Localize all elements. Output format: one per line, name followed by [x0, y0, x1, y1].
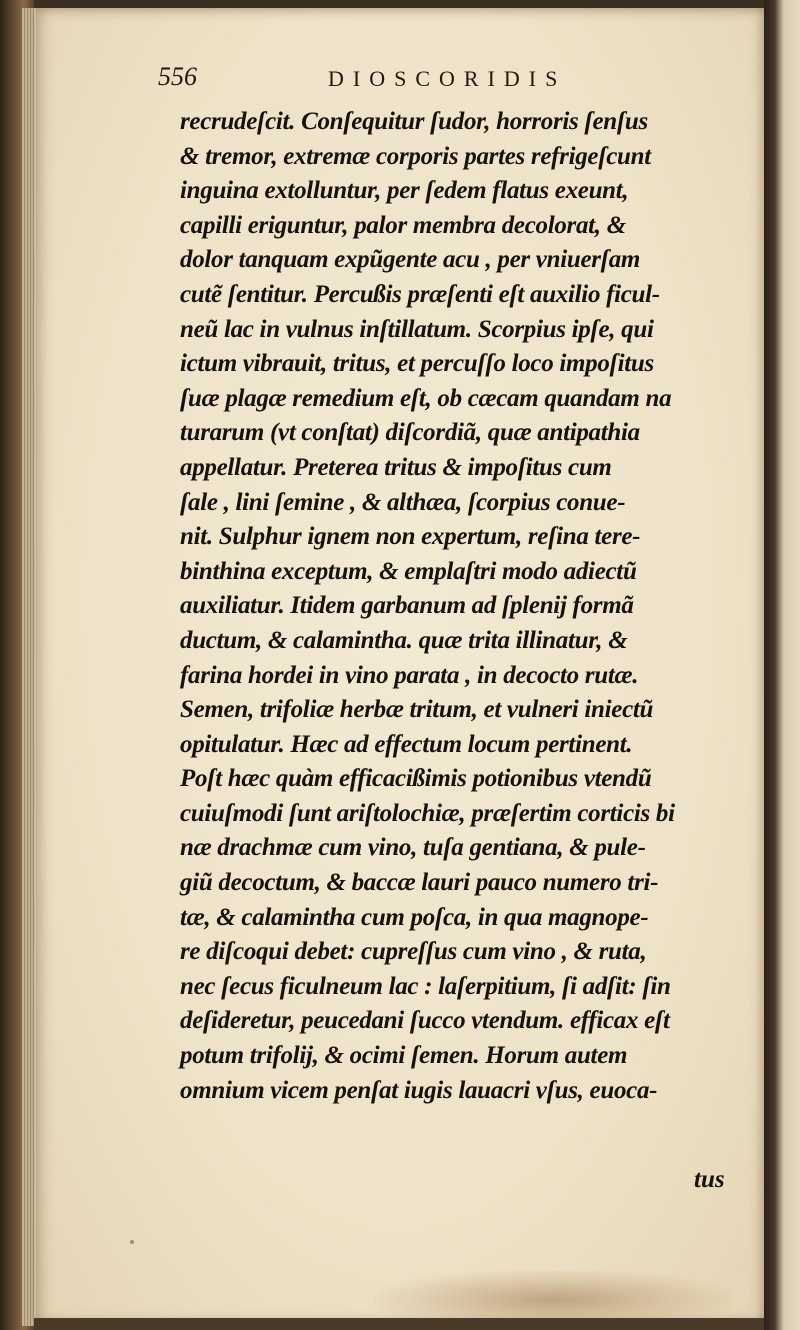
running-title: DIOSCORIDIS	[328, 66, 567, 91]
text-line: tæ, & calamintha cum poſca, in qua magnope-	[180, 903, 649, 931]
pencil-mark	[130, 1240, 134, 1244]
text-line: giũ decoctum, & baccæ lauri pauco numero tri-	[180, 869, 659, 897]
text-line: turarum (vt conſtat) diſcordiã, quæ antipathia	[180, 419, 640, 447]
text-line: cuiuſmodi ſunt ariſtolochiæ, præſertim corticis bi	[180, 799, 675, 827]
text-line: ſuæ plagæ remedium eſt, ob cæcam quandam na	[180, 384, 672, 412]
text-line: dolor tanquam expũgente acu , per vniuerſam	[180, 246, 641, 274]
text-line: appellatur. Preterea tritus & impoſitus cum	[180, 453, 612, 481]
text-line: opitulatur. Hæc ad effectum locum pertinent.	[180, 730, 633, 758]
text-line: & tremor, extremæ corporis partes refrigeſcunt	[180, 142, 651, 170]
text-line: omnium vicem penſat iugis lauacri vſus, euoca-	[180, 1076, 658, 1104]
text-line: auxiliatur. Itidem garbanum ad ſplenij formã	[180, 592, 634, 620]
text-line: capilli eriguntur, palor membra decolorat, &	[180, 211, 626, 239]
text-block	[180, 105, 740, 1108]
text-line: Semen, trifoliæ herbæ tritum, et vulneri iniectũ	[180, 696, 654, 724]
page-bottom-edge	[34, 1318, 764, 1330]
text-line: deſideretur, peucedani ſucco vtendum. efficax eſt	[180, 1007, 670, 1035]
text-line: næ drachmæ cum vino, tuſa gentiana, & pule-	[180, 834, 646, 862]
page-header	[158, 62, 718, 96]
text-line: ictum vibrauit, tritus, et percuſſo loco impoſitus	[180, 350, 654, 378]
text-line: recrudeſcit. Conſequitur ſudor, horroris ſenſus	[180, 108, 648, 135]
text-line: farina hordei in vino parata , in decocto rutæ.	[180, 661, 639, 689]
text-line: potum trifolij, & ocimi ſemen. Horum autem	[180, 1042, 628, 1070]
text-line: nec ſecus ficulneum lac : laſerpitium, ſi adſit: ſin	[180, 972, 671, 1000]
text-line: neũ lac in vulnus inſtillatum. Scorpius ipſe, qui	[180, 315, 654, 343]
text-line: nit. Sulphur ignem non expertum, reſina tere-	[180, 523, 641, 551]
catchword: tus	[694, 1166, 725, 1193]
page-edges	[22, 8, 36, 1326]
page-number: 556	[158, 62, 197, 91]
text-line: Poſt hæc quàm efficacißimis potionibus vtendũ	[180, 765, 652, 793]
text-line: ductum, & calamintha. quæ trita illinatur, &	[180, 626, 628, 654]
text-line: ſale , lini ſemine , & althæa, ſcorpius conue-	[180, 488, 626, 516]
text-line: re diſcoqui debet: cupreſſus cum vino , & ruta,	[180, 938, 647, 966]
text-line: cutẽ ſentitur. Percußis præſenti eſt auxilio ficul-	[180, 280, 660, 308]
facing-page-edge	[764, 0, 800, 1330]
text-line: inguina extolluntur, per ſedem flatus exeunt,	[180, 177, 629, 205]
text-line: binthina exceptum, & emplaſtri modo adiectũ	[180, 557, 637, 585]
